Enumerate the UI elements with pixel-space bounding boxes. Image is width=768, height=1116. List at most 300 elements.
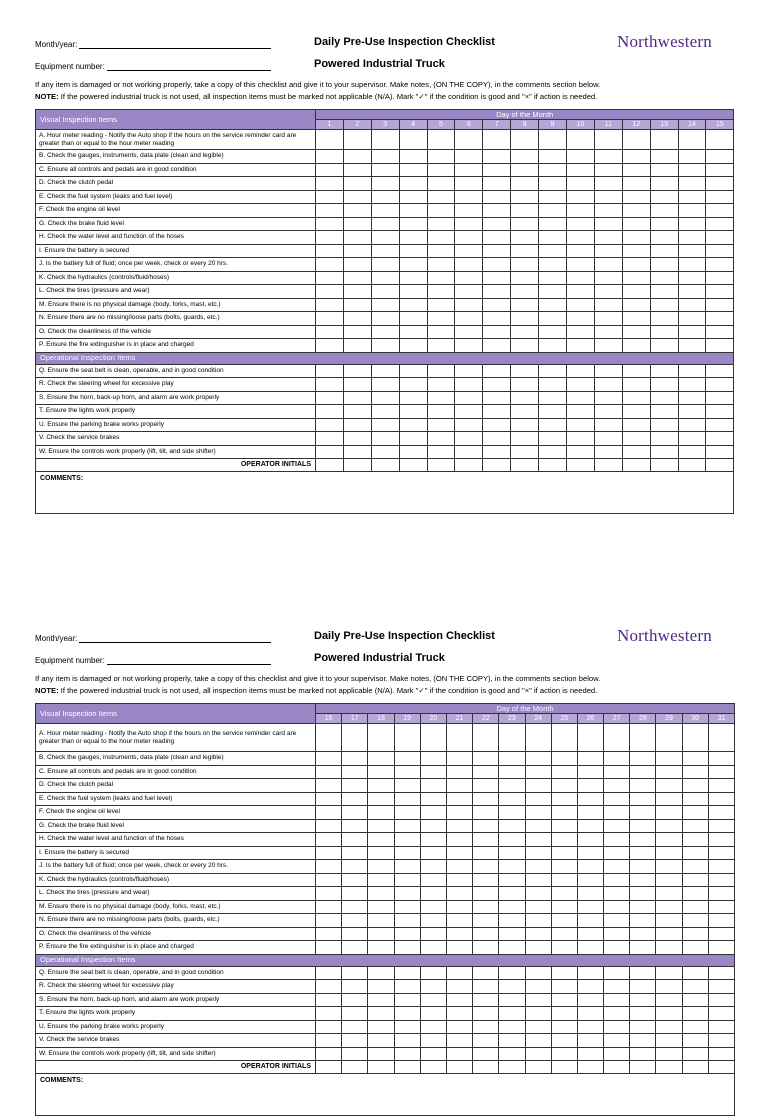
initials-cell[interactable]: [420, 1061, 446, 1074]
check-cell[interactable]: [678, 285, 706, 299]
check-cell[interactable]: [594, 177, 622, 191]
check-cell[interactable]: [678, 244, 706, 258]
check-cell[interactable]: [368, 1020, 394, 1034]
check-cell[interactable]: [539, 258, 567, 272]
check-cell[interactable]: [499, 765, 525, 779]
check-cell[interactable]: [316, 445, 344, 459]
check-cell[interactable]: [525, 765, 551, 779]
check-cell[interactable]: [682, 980, 708, 994]
check-cell[interactable]: [473, 966, 499, 980]
check-cell[interactable]: [427, 339, 455, 353]
check-cell[interactable]: [420, 819, 446, 833]
check-cell[interactable]: [706, 405, 734, 419]
check-cell[interactable]: [394, 941, 420, 955]
check-cell[interactable]: [483, 364, 511, 378]
check-cell[interactable]: [539, 391, 567, 405]
check-cell[interactable]: [551, 792, 577, 806]
check-cell[interactable]: [420, 860, 446, 874]
check-cell[interactable]: [650, 130, 678, 150]
check-cell[interactable]: [399, 325, 427, 339]
check-cell[interactable]: [650, 405, 678, 419]
check-cell[interactable]: [604, 1020, 630, 1034]
check-cell[interactable]: [577, 1034, 603, 1048]
check-cell[interactable]: [371, 378, 399, 392]
check-cell[interactable]: [343, 244, 371, 258]
check-cell[interactable]: [343, 271, 371, 285]
check-cell[interactable]: [577, 927, 603, 941]
initials-cell[interactable]: [656, 1061, 682, 1074]
check-cell[interactable]: [420, 846, 446, 860]
check-cell[interactable]: [682, 846, 708, 860]
check-cell[interactable]: [539, 364, 567, 378]
check-cell[interactable]: [594, 130, 622, 150]
check-cell[interactable]: [368, 887, 394, 901]
check-cell[interactable]: [368, 993, 394, 1007]
check-cell[interactable]: [604, 980, 630, 994]
check-cell[interactable]: [708, 927, 734, 941]
check-cell[interactable]: [342, 941, 368, 955]
check-cell[interactable]: [539, 325, 567, 339]
check-cell[interactable]: [342, 993, 368, 1007]
initials-cell[interactable]: [483, 459, 511, 472]
check-cell[interactable]: [656, 980, 682, 994]
check-cell[interactable]: [427, 405, 455, 419]
check-cell[interactable]: [399, 432, 427, 446]
check-cell[interactable]: [604, 1007, 630, 1021]
check-cell[interactable]: [594, 258, 622, 272]
check-cell[interactable]: [483, 445, 511, 459]
check-cell[interactable]: [525, 993, 551, 1007]
check-cell[interactable]: [316, 364, 344, 378]
initials-cell[interactable]: [511, 459, 539, 472]
check-cell[interactable]: [567, 312, 595, 326]
check-cell[interactable]: [420, 1047, 446, 1061]
check-cell[interactable]: [394, 806, 420, 820]
check-cell[interactable]: [577, 819, 603, 833]
check-cell[interactable]: [473, 792, 499, 806]
check-cell[interactable]: [706, 418, 734, 432]
check-cell[interactable]: [650, 339, 678, 353]
check-cell[interactable]: [511, 285, 539, 299]
check-cell[interactable]: [706, 339, 734, 353]
check-cell[interactable]: [539, 177, 567, 191]
check-cell[interactable]: [650, 190, 678, 204]
check-cell[interactable]: [706, 163, 734, 177]
check-cell[interactable]: [678, 445, 706, 459]
check-cell[interactable]: [446, 792, 472, 806]
check-cell[interactable]: [577, 846, 603, 860]
check-cell[interactable]: [499, 819, 525, 833]
check-cell[interactable]: [343, 418, 371, 432]
check-cell[interactable]: [604, 860, 630, 874]
check-cell[interactable]: [342, 914, 368, 928]
check-cell[interactable]: [368, 927, 394, 941]
check-cell[interactable]: [316, 765, 342, 779]
check-cell[interactable]: [316, 792, 342, 806]
check-cell[interactable]: [630, 752, 656, 766]
check-cell[interactable]: [394, 724, 420, 752]
check-cell[interactable]: [678, 364, 706, 378]
check-cell[interactable]: [539, 445, 567, 459]
check-cell[interactable]: [682, 752, 708, 766]
check-cell[interactable]: [316, 217, 344, 231]
check-cell[interactable]: [708, 873, 734, 887]
check-cell[interactable]: [551, 819, 577, 833]
check-cell[interactable]: [394, 927, 420, 941]
check-cell[interactable]: [604, 819, 630, 833]
check-cell[interactable]: [539, 285, 567, 299]
check-cell[interactable]: [678, 177, 706, 191]
check-cell[interactable]: [650, 378, 678, 392]
check-cell[interactable]: [394, 860, 420, 874]
check-cell[interactable]: [525, 819, 551, 833]
check-cell[interactable]: [316, 752, 342, 766]
check-cell[interactable]: [473, 927, 499, 941]
check-cell[interactable]: [499, 900, 525, 914]
check-cell[interactable]: [577, 752, 603, 766]
check-cell[interactable]: [399, 405, 427, 419]
check-cell[interactable]: [622, 298, 650, 312]
check-cell[interactable]: [650, 271, 678, 285]
check-cell[interactable]: [650, 364, 678, 378]
check-cell[interactable]: [316, 779, 342, 793]
check-cell[interactable]: [622, 445, 650, 459]
check-cell[interactable]: [316, 150, 344, 164]
check-cell[interactable]: [473, 1047, 499, 1061]
check-cell[interactable]: [446, 860, 472, 874]
check-cell[interactable]: [342, 966, 368, 980]
check-cell[interactable]: [342, 887, 368, 901]
check-cell[interactable]: [511, 325, 539, 339]
check-cell[interactable]: [394, 966, 420, 980]
check-cell[interactable]: [622, 244, 650, 258]
check-cell[interactable]: [420, 806, 446, 820]
check-cell[interactable]: [316, 285, 344, 299]
month-year-line[interactable]: [79, 39, 271, 49]
initials-cell[interactable]: [342, 1061, 368, 1074]
check-cell[interactable]: [525, 860, 551, 874]
check-cell[interactable]: [499, 779, 525, 793]
check-cell[interactable]: [420, 724, 446, 752]
check-cell[interactable]: [525, 1047, 551, 1061]
check-cell[interactable]: [455, 177, 483, 191]
check-cell[interactable]: [622, 405, 650, 419]
check-cell[interactable]: [499, 993, 525, 1007]
check-cell[interactable]: [427, 204, 455, 218]
check-cell[interactable]: [316, 1020, 342, 1034]
check-cell[interactable]: [706, 325, 734, 339]
check-cell[interactable]: [567, 217, 595, 231]
check-cell[interactable]: [622, 258, 650, 272]
check-cell[interactable]: [499, 846, 525, 860]
check-cell[interactable]: [604, 765, 630, 779]
check-cell[interactable]: [446, 980, 472, 994]
check-cell[interactable]: [678, 432, 706, 446]
check-cell[interactable]: [399, 130, 427, 150]
check-cell[interactable]: [551, 1020, 577, 1034]
check-cell[interactable]: [708, 941, 734, 955]
check-cell[interactable]: [706, 190, 734, 204]
check-cell[interactable]: [678, 391, 706, 405]
check-cell[interactable]: [371, 312, 399, 326]
check-cell[interactable]: [577, 779, 603, 793]
initials-cell[interactable]: [455, 459, 483, 472]
check-cell[interactable]: [678, 204, 706, 218]
check-cell[interactable]: [650, 163, 678, 177]
check-cell[interactable]: [604, 900, 630, 914]
check-cell[interactable]: [473, 846, 499, 860]
check-cell[interactable]: [420, 900, 446, 914]
check-cell[interactable]: [446, 887, 472, 901]
comments-box[interactable]: COMMENTS:: [36, 1074, 735, 1116]
check-cell[interactable]: [511, 445, 539, 459]
check-cell[interactable]: [368, 1034, 394, 1048]
check-cell[interactable]: [656, 806, 682, 820]
check-cell[interactable]: [577, 833, 603, 847]
check-cell[interactable]: [567, 130, 595, 150]
check-cell[interactable]: [368, 980, 394, 994]
check-cell[interactable]: [706, 258, 734, 272]
check-cell[interactable]: [473, 819, 499, 833]
check-cell[interactable]: [394, 833, 420, 847]
check-cell[interactable]: [525, 927, 551, 941]
check-cell[interactable]: [682, 792, 708, 806]
check-cell[interactable]: [630, 1034, 656, 1048]
check-cell[interactable]: [551, 1034, 577, 1048]
check-cell[interactable]: [371, 418, 399, 432]
check-cell[interactable]: [682, 914, 708, 928]
check-cell[interactable]: [594, 445, 622, 459]
check-cell[interactable]: [622, 163, 650, 177]
check-cell[interactable]: [682, 927, 708, 941]
check-cell[interactable]: [455, 150, 483, 164]
check-cell[interactable]: [316, 860, 342, 874]
check-cell[interactable]: [427, 130, 455, 150]
check-cell[interactable]: [368, 846, 394, 860]
check-cell[interactable]: [706, 130, 734, 150]
check-cell[interactable]: [650, 177, 678, 191]
check-cell[interactable]: [420, 980, 446, 994]
check-cell[interactable]: [399, 150, 427, 164]
check-cell[interactable]: [706, 271, 734, 285]
check-cell[interactable]: [399, 445, 427, 459]
check-cell[interactable]: [630, 993, 656, 1007]
check-cell[interactable]: [539, 432, 567, 446]
check-cell[interactable]: [483, 217, 511, 231]
check-cell[interactable]: [483, 150, 511, 164]
check-cell[interactable]: [539, 271, 567, 285]
check-cell[interactable]: [577, 900, 603, 914]
check-cell[interactable]: [706, 378, 734, 392]
check-cell[interactable]: [622, 130, 650, 150]
check-cell[interactable]: [343, 378, 371, 392]
check-cell[interactable]: [316, 298, 344, 312]
check-cell[interactable]: [427, 378, 455, 392]
check-cell[interactable]: [650, 244, 678, 258]
check-cell[interactable]: [455, 312, 483, 326]
check-cell[interactable]: [420, 1020, 446, 1034]
check-cell[interactable]: [342, 779, 368, 793]
check-cell[interactable]: [371, 391, 399, 405]
check-cell[interactable]: [678, 258, 706, 272]
check-cell[interactable]: [427, 217, 455, 231]
check-cell[interactable]: [371, 150, 399, 164]
initials-cell[interactable]: [567, 459, 595, 472]
check-cell[interactable]: [343, 312, 371, 326]
check-cell[interactable]: [371, 445, 399, 459]
initials-cell[interactable]: [499, 1061, 525, 1074]
check-cell[interactable]: [371, 217, 399, 231]
check-cell[interactable]: [708, 966, 734, 980]
check-cell[interactable]: [446, 941, 472, 955]
check-cell[interactable]: [446, 966, 472, 980]
check-cell[interactable]: [342, 927, 368, 941]
check-cell[interactable]: [525, 980, 551, 994]
initials-cell[interactable]: [682, 1061, 708, 1074]
check-cell[interactable]: [604, 873, 630, 887]
check-cell[interactable]: [368, 752, 394, 766]
check-cell[interactable]: [551, 980, 577, 994]
check-cell[interactable]: [499, 941, 525, 955]
check-cell[interactable]: [650, 418, 678, 432]
check-cell[interactable]: [594, 312, 622, 326]
check-cell[interactable]: [455, 339, 483, 353]
check-cell[interactable]: [427, 285, 455, 299]
check-cell[interactable]: [678, 378, 706, 392]
check-cell[interactable]: [420, 1034, 446, 1048]
check-cell[interactable]: [420, 833, 446, 847]
check-cell[interactable]: [394, 914, 420, 928]
check-cell[interactable]: [371, 177, 399, 191]
check-cell[interactable]: [394, 900, 420, 914]
check-cell[interactable]: [630, 819, 656, 833]
initials-cell[interactable]: [622, 459, 650, 472]
check-cell[interactable]: [630, 765, 656, 779]
check-cell[interactable]: [682, 887, 708, 901]
check-cell[interactable]: [622, 391, 650, 405]
check-cell[interactable]: [455, 204, 483, 218]
check-cell[interactable]: [525, 846, 551, 860]
check-cell[interactable]: [342, 752, 368, 766]
check-cell[interactable]: [343, 258, 371, 272]
check-cell[interactable]: [567, 364, 595, 378]
check-cell[interactable]: [394, 980, 420, 994]
check-cell[interactable]: [427, 190, 455, 204]
check-cell[interactable]: [446, 833, 472, 847]
check-cell[interactable]: [316, 833, 342, 847]
check-cell[interactable]: [577, 765, 603, 779]
check-cell[interactable]: [708, 900, 734, 914]
check-cell[interactable]: [316, 927, 342, 941]
check-cell[interactable]: [604, 792, 630, 806]
check-cell[interactable]: [342, 1047, 368, 1061]
check-cell[interactable]: [511, 163, 539, 177]
check-cell[interactable]: [678, 217, 706, 231]
check-cell[interactable]: [316, 873, 342, 887]
check-cell[interactable]: [525, 1020, 551, 1034]
check-cell[interactable]: [650, 258, 678, 272]
check-cell[interactable]: [483, 298, 511, 312]
initials-cell[interactable]: [394, 1061, 420, 1074]
initials-cell[interactable]: [316, 459, 344, 472]
check-cell[interactable]: [343, 391, 371, 405]
check-cell[interactable]: [446, 765, 472, 779]
check-cell[interactable]: [706, 177, 734, 191]
check-cell[interactable]: [551, 779, 577, 793]
check-cell[interactable]: [316, 1007, 342, 1021]
check-cell[interactable]: [706, 391, 734, 405]
check-cell[interactable]: [539, 298, 567, 312]
check-cell[interactable]: [446, 752, 472, 766]
check-cell[interactable]: [343, 364, 371, 378]
check-cell[interactable]: [446, 806, 472, 820]
check-cell[interactable]: [446, 819, 472, 833]
check-cell[interactable]: [604, 927, 630, 941]
check-cell[interactable]: [342, 846, 368, 860]
check-cell[interactable]: [473, 993, 499, 1007]
check-cell[interactable]: [577, 980, 603, 994]
check-cell[interactable]: [604, 941, 630, 955]
check-cell[interactable]: [343, 217, 371, 231]
check-cell[interactable]: [483, 190, 511, 204]
check-cell[interactable]: [525, 833, 551, 847]
check-cell[interactable]: [551, 993, 577, 1007]
check-cell[interactable]: [577, 1007, 603, 1021]
check-cell[interactable]: [678, 298, 706, 312]
check-cell[interactable]: [630, 860, 656, 874]
check-cell[interactable]: [371, 258, 399, 272]
check-cell[interactable]: [706, 204, 734, 218]
check-cell[interactable]: [371, 271, 399, 285]
check-cell[interactable]: [708, 887, 734, 901]
check-cell[interactable]: [525, 752, 551, 766]
check-cell[interactable]: [371, 163, 399, 177]
check-cell[interactable]: [708, 914, 734, 928]
check-cell[interactable]: [473, 887, 499, 901]
check-cell[interactable]: [316, 993, 342, 1007]
check-cell[interactable]: [455, 405, 483, 419]
check-cell[interactable]: [630, 1020, 656, 1034]
check-cell[interactable]: [630, 914, 656, 928]
check-cell[interactable]: [394, 887, 420, 901]
check-cell[interactable]: [371, 190, 399, 204]
check-cell[interactable]: [420, 873, 446, 887]
check-cell[interactable]: [682, 806, 708, 820]
check-cell[interactable]: [656, 887, 682, 901]
check-cell[interactable]: [706, 364, 734, 378]
check-cell[interactable]: [604, 914, 630, 928]
check-cell[interactable]: [630, 846, 656, 860]
check-cell[interactable]: [316, 378, 344, 392]
check-cell[interactable]: [483, 325, 511, 339]
check-cell[interactable]: [604, 752, 630, 766]
check-cell[interactable]: [342, 1007, 368, 1021]
check-cell[interactable]: [371, 339, 399, 353]
check-cell[interactable]: [427, 418, 455, 432]
check-cell[interactable]: [551, 833, 577, 847]
check-cell[interactable]: [499, 914, 525, 928]
check-cell[interactable]: [368, 966, 394, 980]
check-cell[interactable]: [678, 150, 706, 164]
check-cell[interactable]: [446, 1007, 472, 1021]
check-cell[interactable]: [399, 285, 427, 299]
check-cell[interactable]: [427, 244, 455, 258]
check-cell[interactable]: [567, 271, 595, 285]
check-cell[interactable]: [399, 244, 427, 258]
check-cell[interactable]: [622, 177, 650, 191]
check-cell[interactable]: [604, 993, 630, 1007]
check-cell[interactable]: [420, 914, 446, 928]
